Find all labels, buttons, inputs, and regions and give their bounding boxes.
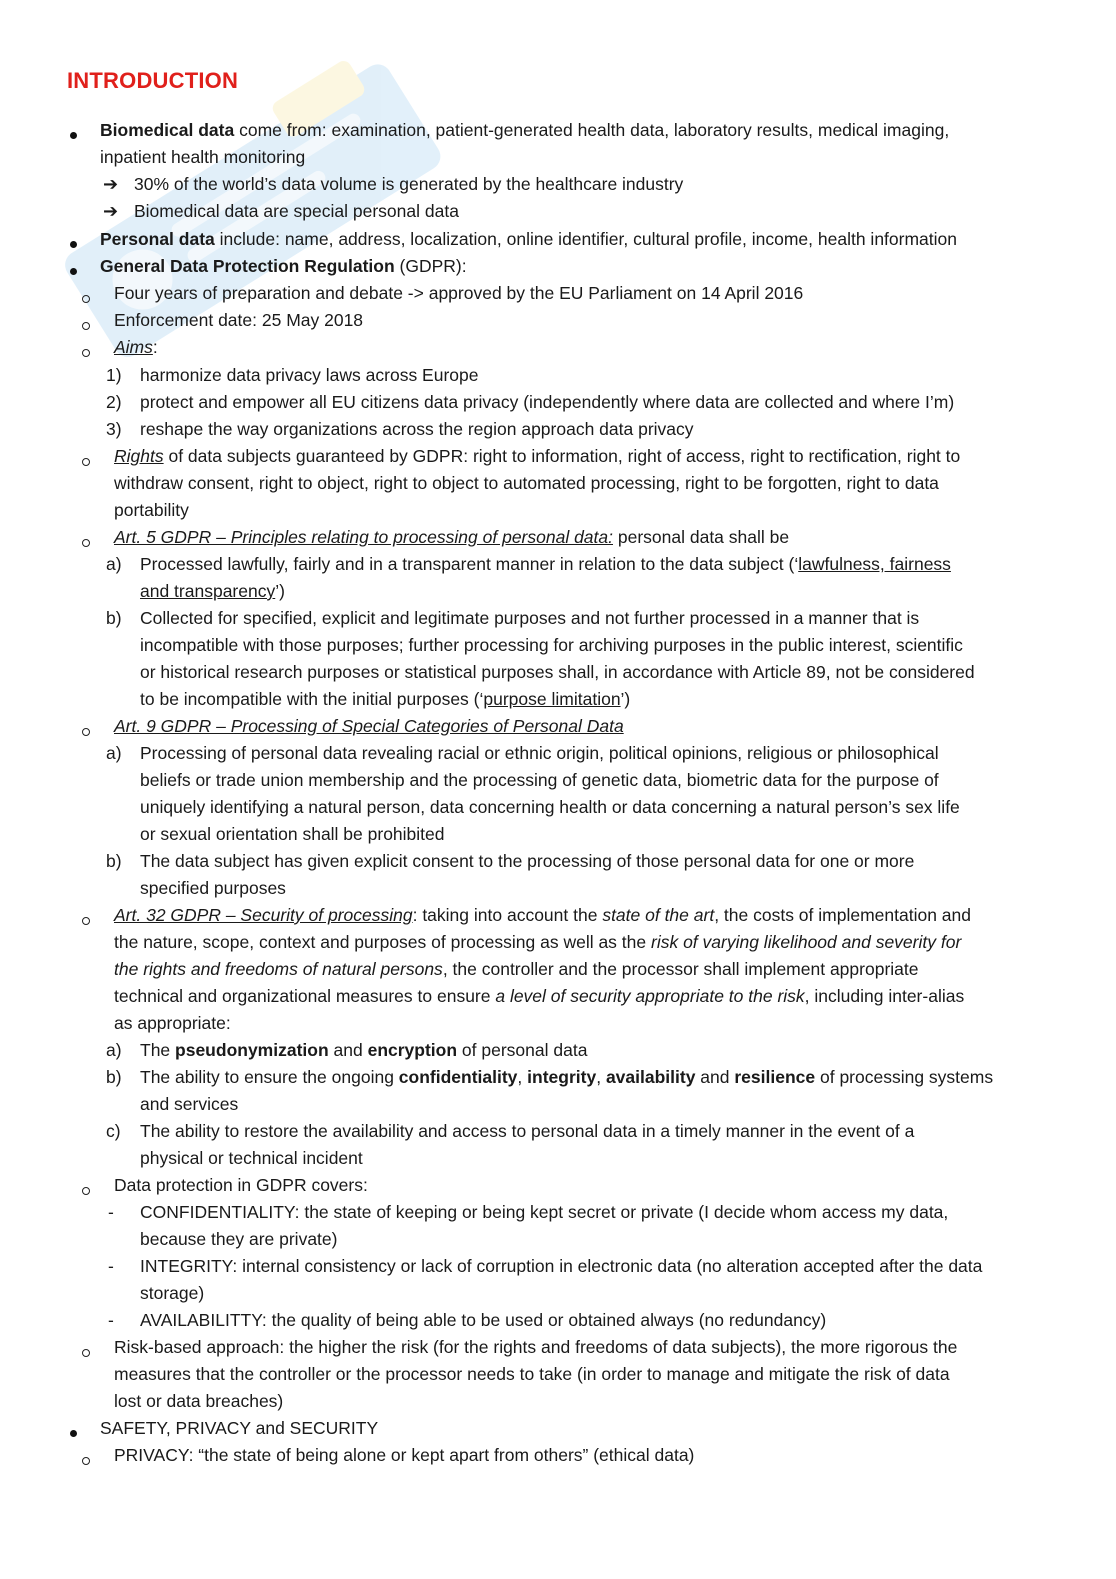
bullet-icon (70, 120, 77, 147)
sub-item-continued: portability (114, 500, 189, 520)
enum-marker: c) (106, 1121, 121, 1141)
circle-bullet-icon (82, 717, 90, 744)
circle-bullet-icon (82, 1338, 90, 1365)
enum-item: Processed lawfully, fairly and in a transparent manner in relation to the data subject (‘lawfulness, fairness (140, 554, 951, 574)
enum-item: Collected for specified, explicit and legitimate purposes and not further processed in a manner that is (140, 608, 920, 628)
enum-marker: b) (106, 1067, 122, 1087)
enum-item: The pseudonymization and encryption of personal data (140, 1040, 588, 1060)
dash-item-continued: because they are private) (140, 1229, 338, 1249)
enum-item-continued: physical or technical incident (140, 1148, 363, 1168)
dash-marker: - (108, 1256, 114, 1276)
enum-item-continued: specified purposes (140, 878, 286, 898)
sub-item: Rights of data subjects guaranteed by GDPR: right to information, right of access, right to rectification, right to (114, 446, 961, 466)
enum-marker: a) (106, 554, 122, 574)
enum-item: The ability to ensure the ongoing confidentiality, integrity, availability and resilience of processing systems (140, 1067, 994, 1087)
sub-item: PRIVACY: “the state of being alone or kept apart from others” (ethical data) (114, 1445, 695, 1465)
sub-item: Four years of preparation and debate -> approved by the EU Parliament on 14 April 2016 (114, 283, 804, 303)
circle-bullet-icon (82, 311, 90, 338)
enum-item-continued: and transparency’) (140, 581, 285, 601)
arrow-right-icon: ➔ (103, 201, 119, 221)
enum-item-continued: to be incompatible with the initial purposes (‘purpose limitation’) (140, 689, 631, 709)
sub-item-continued: lost or data breaches) (114, 1391, 284, 1411)
enum-marker: 2) (106, 392, 122, 412)
sub-item: Art. 5 GDPR – Principles relating to processing of personal data: personal data shall be (114, 527, 790, 547)
dash-marker: - (108, 1202, 114, 1222)
enum-item: The ability to restore the availability and access to personal data in a timely manner in the event of a (140, 1121, 915, 1141)
circle-bullet-icon (82, 284, 90, 311)
enum-item: Processing of personal data revealing racial or ethnic origin, political opinions, religious or philosophical (140, 743, 939, 763)
enum-marker: b) (106, 608, 122, 628)
dash-marker: - (108, 1310, 114, 1330)
dash-item: CONFIDENTIALITY: the state of keeping or being kept secret or private (I decide whom access my data, (140, 1202, 949, 1222)
dash-item: INTEGRITY: internal consistency or lack of corruption in electronic data (no alteration accepted after the data (140, 1256, 983, 1276)
circle-bullet-icon (82, 1176, 90, 1203)
circle-bullet-icon (82, 906, 90, 933)
sub-item: Aims: (114, 337, 158, 357)
bullet-icon (70, 256, 77, 283)
sub-item: Art. 9 GDPR – Processing of Special Categories of Personal Data (114, 716, 624, 736)
dash-item: AVAILABILITTY: the quality of being able to be used or obtained always (no redundancy) (140, 1310, 827, 1330)
bullet-icon (70, 229, 77, 256)
list-item: Biomedical data come from: examination, patient-generated health data, laboratory results, medical imaging, (100, 120, 950, 140)
enum-marker: 1) (106, 365, 122, 385)
enum-item-continued: and services (140, 1094, 239, 1114)
circle-bullet-icon (82, 528, 90, 555)
list-item: General Data Protection Regulation (GDPR): (100, 256, 467, 276)
enum-item-continued: incompatible with those purposes; further processing for archiving purposes in the public interest, scientific (140, 635, 963, 655)
enum-item-continued: or historical research purposes or statistical purposes shall, in accordance with Article 89, not be considered (140, 662, 975, 682)
enum-item-continued: or sexual orientation shall be prohibited (140, 824, 445, 844)
sub-item: Risk-based approach: the higher the risk (for the rights and freedoms of data subjects), the more rigorous the (114, 1337, 958, 1357)
sub-item-continued: withdraw consent, right to object, right to object to automated processing, right to be forgotten, right to data (114, 473, 939, 493)
list-item: Personal data include: name, address, localization, online identifier, cultural profile, income, health information (100, 229, 957, 249)
sub-item: Biomedical data are special personal data (134, 201, 459, 221)
sub-item: Enforcement date: 25 May 2018 (114, 310, 364, 330)
sub-item-continued: measures that the controller or the processor needs to take (in order to manage and mitigate the risk of data (114, 1364, 950, 1384)
sub-item: Art. 32 GDPR – Security of processing: taking into account the state of the art, the costs of implementation and (114, 905, 971, 925)
circle-bullet-icon (82, 1446, 90, 1473)
sub-item-continued: the rights and freedoms of natural persons, the controller and the processor shall implement appropriate (114, 959, 919, 979)
enum-marker: a) (106, 1040, 122, 1060)
enum-marker: b) (106, 851, 122, 871)
enum-item: protect and empower all EU citizens data privacy (independently where data are collected and where I’m) (140, 392, 955, 412)
enum-item-continued: beliefs or trade union membership and the processing of genetic data, biometric data for the purpose of (140, 770, 939, 790)
enum-item-continued: uniquely identifying a natural person, data concerning health or data concerning a natural person’s sex life (140, 797, 960, 817)
sub-item-continued: as appropriate: (114, 1013, 231, 1033)
sub-item: Data protection in GDPR covers: (114, 1175, 368, 1195)
circle-bullet-icon (82, 338, 90, 365)
enum-item: harmonize data privacy laws across Europe (140, 365, 479, 385)
page-title: INTRODUCTION (67, 68, 239, 93)
dash-item-continued: storage) (140, 1283, 205, 1303)
circle-bullet-icon (82, 447, 90, 474)
enum-marker: a) (106, 743, 122, 763)
arrow-right-icon: ➔ (103, 174, 119, 194)
sub-item-continued: the nature, scope, context and purposes of processing as well as the risk of varying likelihood and severity for (114, 932, 962, 952)
enum-marker: 3) (106, 419, 122, 439)
sub-item: 30% of the world’s data volume is generated by the healthcare industry (134, 174, 684, 194)
list-item: SAFETY, PRIVACY and SECURITY (100, 1418, 379, 1438)
enum-item: reshape the way organizations across the region approach data privacy (140, 419, 694, 439)
enum-item: The data subject has given explicit consent to the processing of those personal data for one or more (140, 851, 915, 871)
list-item-continued: inpatient health monitoring (100, 147, 306, 167)
sub-item-continued: technical and organizational measures to ensure a level of security appropriate to the risk, including inter-alias (114, 986, 965, 1006)
bullet-icon (70, 1418, 77, 1445)
